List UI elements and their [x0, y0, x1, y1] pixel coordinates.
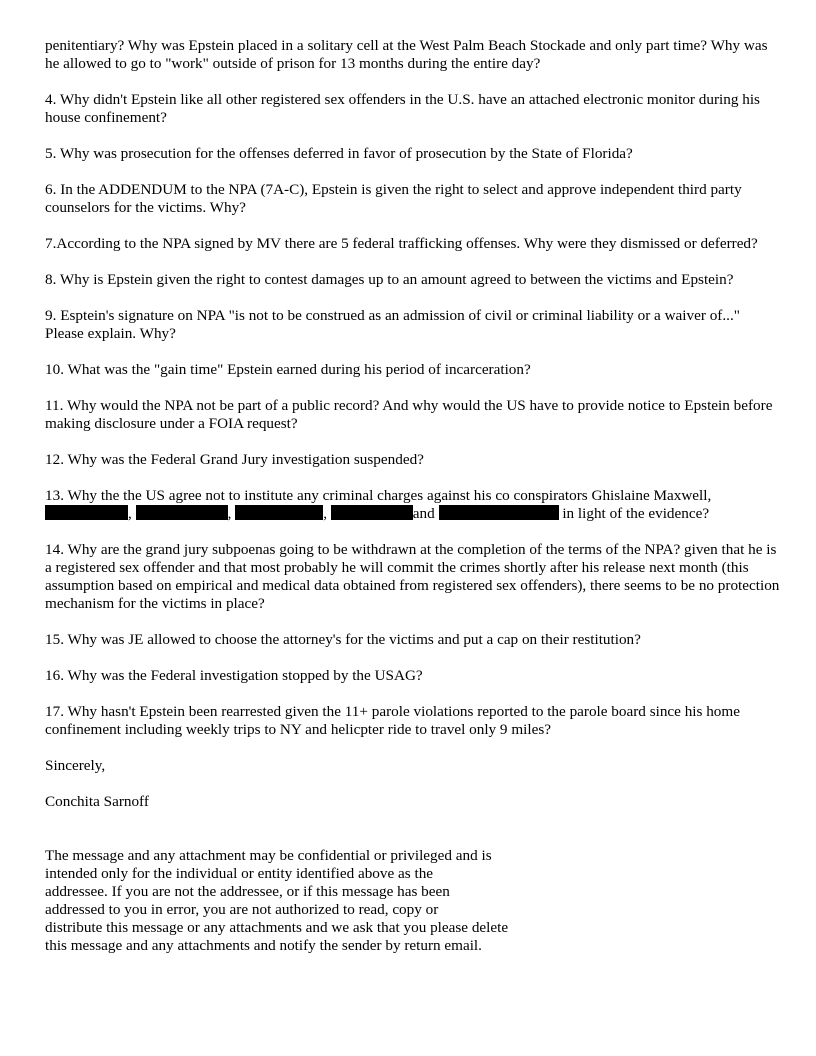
question-16: 16. Why was the Federal investigation stopped by the USAG?: [45, 667, 423, 684]
question-8: 8. Why is Epstein given the right to contest damages up to an amount agreed to between the victims and Epstein?: [45, 271, 734, 288]
redaction-box: [235, 505, 323, 520]
confidentiality-disclaimer: [45, 847, 545, 955]
question-13-tail: in light of the evidence?: [562, 505, 710, 522]
conjunction-and: and: [412, 505, 435, 522]
separator-comma: ,: [128, 505, 132, 522]
disclaimer-line: this message and any attachments and notify the sender by return email.: [45, 937, 482, 954]
question-9: 9. Esptein's signature on NPA "is not to be construed as an admission of civil or criminal liability or a waiver of..." Please explain. Why?: [45, 307, 740, 342]
redaction-box: [45, 505, 128, 520]
separator-comma: ,: [323, 505, 327, 522]
question-14: 14. Why are the grand jury subpoenas going to be withdrawn at the completion of the terms of the NPA? given that he is a registered sex offender and that most probably he will commit the crimes shortly after his release next month (this assumption based on empirical and medical data obtained from registered sex offenders), there seems to be no protection mechanism for the victims in place?: [45, 541, 780, 612]
question-17: 17. Why hasn't Epstein been rearrested given the 11+ parole violations reported to the parole board since his home confinement including weekly trips to NY and helicpter ride to travel only 9 miles?: [45, 703, 740, 738]
question-5: 5. Why was prosecution for the offenses deferred in favor of prosecution by the State of Florida?: [45, 145, 633, 162]
redaction-box: [136, 505, 228, 520]
disclaimer-line: addressed to you in error, you are not authorized to read, copy or: [45, 901, 439, 918]
disclaimer-line: The message and any attachment may be confidential or privileged and is: [45, 847, 492, 864]
disclaimer-line: addressee. If you are not the addressee, or if this message has been: [45, 883, 450, 900]
email-body: [45, 37, 780, 955]
signature: Conchita Sarnoff: [45, 793, 149, 810]
paragraph-penitentiary: penitentiary? Why was Epstein placed in a solitary cell at the West Palm Beach Stockade and only part time? Why was he allowed to go to "work" outside of prison for 13 months during the entire day?: [45, 37, 768, 72]
question-13-text: 13. Why the the US agree not to institute any criminal charges against his co conspirators Ghislaine Maxwell,: [45, 487, 712, 504]
redaction-box: [439, 505, 559, 520]
question-13: [45, 487, 780, 523]
separator-comma: ,: [227, 505, 232, 522]
question-15: 15. Why was JE allowed to choose the attorney's for the victims and put a cap on their restitution?: [45, 631, 641, 648]
question-6: 6. In the ADDENDUM to the NPA (7A-C), Epstein is given the right to select and approve independent third party counselors for the victims. Why?: [45, 181, 742, 216]
question-7: 7.According to the NPA signed by MV there are 5 federal trafficking offenses. Why were they dismissed or deferred?: [45, 235, 758, 252]
question-12: 12. Why was the Federal Grand Jury investigation suspended?: [45, 451, 424, 468]
question-4: 4. Why didn't Epstein like all other registered sex offenders in the U.S. have an attached electronic monitor during his house confinement?: [45, 91, 760, 126]
disclaimer-line: distribute this message or any attachments and we ask that you please delete: [45, 919, 509, 936]
disclaimer-line: intended only for the individual or entity identified above as the: [45, 865, 434, 882]
closing: Sincerely,: [45, 757, 106, 774]
question-11: 11. Why would the NPA not be part of a public record? And why would the US have to provide notice to Epstein before making disclosure under a FOIA request?: [45, 397, 773, 432]
redaction-box: [331, 505, 413, 520]
question-10: 10. What was the "gain time" Epstein earned during his period of incarceration?: [45, 361, 531, 378]
